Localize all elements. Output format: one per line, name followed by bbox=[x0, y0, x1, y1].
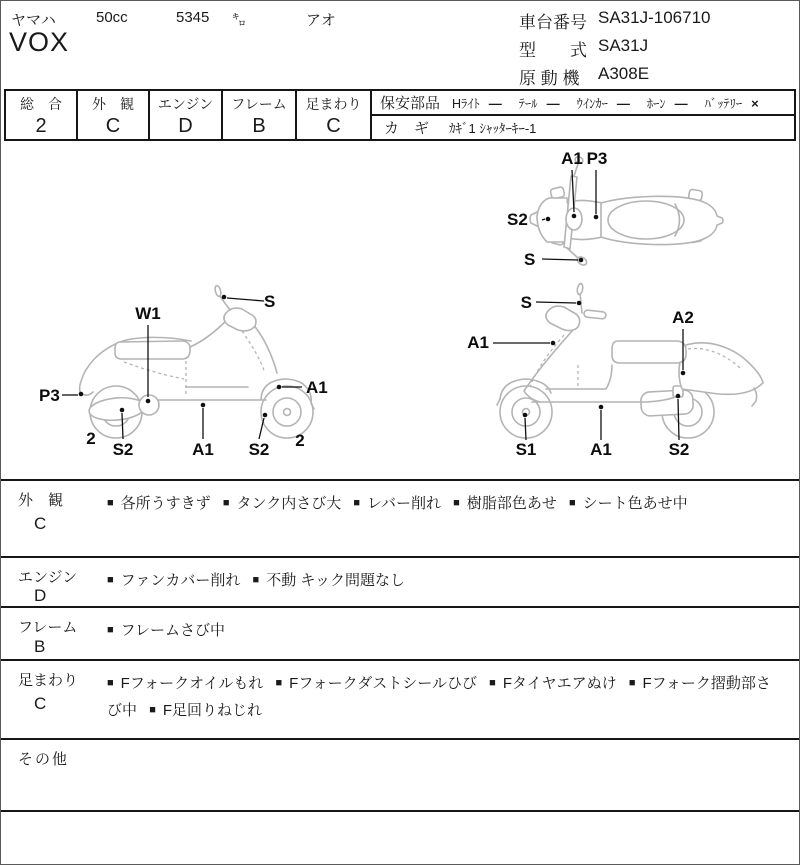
condition-item: フレームさび中 bbox=[120, 622, 226, 639]
bullet-icon: ■ bbox=[453, 497, 460, 509]
tread-depth-front: 2 bbox=[295, 431, 305, 450]
safety-parts-label: 保安部品 bbox=[380, 95, 441, 112]
condition-item: F足回りねじれ bbox=[162, 702, 263, 719]
damage-label-s2-front: S2 bbox=[248, 440, 270, 459]
maker-name: ヤマハ bbox=[11, 12, 56, 29]
damage-label-s: S bbox=[264, 292, 276, 311]
safety-item-battery bbox=[705, 94, 759, 112]
grade-value: C bbox=[105, 115, 121, 137]
grade-cell-exterior bbox=[76, 91, 148, 139]
shield-to-floor bbox=[524, 391, 540, 402]
marker-dot bbox=[146, 399, 151, 404]
section-grade: D bbox=[34, 586, 47, 605]
safety-item-status: — bbox=[488, 95, 502, 111]
condition-item: レバー削れ bbox=[367, 495, 441, 512]
body-line-bottom bbox=[567, 237, 603, 240]
marker-dot bbox=[676, 394, 681, 399]
section-label: その他 bbox=[18, 751, 70, 768]
marker-dot bbox=[579, 258, 584, 263]
safety-item-winker bbox=[577, 94, 630, 112]
safety-item-status: — bbox=[674, 95, 688, 111]
front-wheel-rim bbox=[512, 398, 540, 426]
displacement: 50cc bbox=[96, 9, 128, 26]
condition-item: 各所うすきず bbox=[120, 495, 211, 512]
section-exterior bbox=[1, 479, 799, 556]
grade-label: 総 合 bbox=[20, 96, 62, 112]
marker-dot bbox=[551, 341, 556, 346]
marker-dot bbox=[572, 214, 577, 219]
model-name: VOX bbox=[9, 27, 70, 57]
damage-label-s2-rear: S2 bbox=[112, 440, 134, 459]
damage-label-s1: S1 bbox=[515, 440, 537, 459]
condition-item: Fフォークオイルもれ bbox=[120, 675, 264, 692]
safety-item-name: Hﾗｲﾄ bbox=[452, 96, 480, 111]
grade-value: B bbox=[252, 115, 266, 137]
grade-value: C bbox=[326, 115, 341, 137]
damage-label-a1-floor: A1 bbox=[192, 440, 214, 459]
grade-cell-undercarriage bbox=[295, 91, 370, 139]
bullet-icon: ■ bbox=[107, 497, 114, 509]
marker-dot bbox=[599, 405, 604, 410]
marker-dot bbox=[681, 371, 686, 376]
damage-label-s2: S2 bbox=[668, 440, 690, 459]
key-row bbox=[372, 116, 794, 139]
damage-label-s: S bbox=[520, 293, 532, 312]
bullet-icon: ■ bbox=[489, 677, 496, 689]
bullet-icon: ■ bbox=[149, 704, 156, 716]
safety-item-name: ﾎｰﾝ bbox=[646, 96, 666, 111]
section-frame bbox=[1, 606, 799, 659]
grade-table bbox=[4, 89, 796, 141]
grade-label: フレーム bbox=[231, 96, 287, 112]
key-value: ｶｷﾞ1 ｼｬｯﾀｰｷｰ-1 bbox=[449, 121, 537, 136]
marker-dot bbox=[120, 408, 125, 413]
section-undercarriage bbox=[1, 659, 799, 738]
frame-no-label: 車台番号 bbox=[519, 13, 587, 32]
section-label: エンジン bbox=[18, 569, 78, 586]
front-cowl bbox=[537, 198, 569, 242]
leader-line bbox=[259, 418, 264, 439]
headlight-unit bbox=[546, 306, 580, 331]
bullet-icon: ■ bbox=[628, 677, 636, 689]
seat bbox=[115, 341, 190, 359]
scooter-left-view-diagram bbox=[36, 279, 336, 469]
section-items bbox=[107, 617, 785, 644]
section-items bbox=[107, 567, 785, 594]
bullet-icon: ■ bbox=[353, 497, 361, 509]
grade-value: D bbox=[178, 115, 193, 137]
mirror-stalk bbox=[567, 248, 578, 258]
damage-label-a1: A1 bbox=[561, 149, 583, 168]
footer-empty-row bbox=[1, 810, 799, 864]
condition-item: 不動 キック問題なし bbox=[266, 572, 406, 589]
mirror bbox=[576, 283, 583, 295]
body-tunnel-top bbox=[190, 319, 228, 347]
engine-label: 原 動 機 bbox=[519, 69, 580, 88]
seat-top bbox=[608, 201, 684, 239]
seat bbox=[612, 341, 686, 363]
section-label: 外 観 bbox=[18, 492, 64, 509]
front-fender-tip bbox=[530, 212, 537, 226]
section-grade: B bbox=[34, 637, 46, 656]
damage-label-a1-floor: A1 bbox=[590, 440, 612, 459]
body-color: アオ bbox=[306, 12, 336, 29]
damage-label-a2: A2 bbox=[672, 308, 694, 327]
safety-item-name: ﾃｰﾙ bbox=[518, 96, 538, 111]
damage-label-w1: W1 bbox=[135, 304, 161, 323]
panel-seam bbox=[124, 362, 184, 379]
marker-dot bbox=[79, 392, 84, 397]
damage-label-s2: S2 bbox=[507, 210, 528, 229]
condition-item: タンク内さび大 bbox=[236, 495, 342, 512]
grade-label: エンジン bbox=[157, 96, 214, 112]
bullet-icon: ■ bbox=[275, 677, 283, 689]
front-fender-tip bbox=[497, 399, 500, 405]
marker-dot bbox=[201, 403, 206, 408]
section-grade: C bbox=[34, 694, 47, 713]
marker-dot bbox=[222, 295, 227, 300]
bullet-icon: ■ bbox=[107, 624, 114, 636]
section-other bbox=[1, 738, 799, 810]
grade-label: 足まわり bbox=[305, 96, 362, 112]
scooter-top-view-diagram bbox=[479, 146, 759, 281]
muffler bbox=[88, 396, 146, 423]
mileage-value: 5345 bbox=[176, 9, 210, 26]
key-label: カ ギ bbox=[384, 120, 430, 137]
front-wheel-rim bbox=[273, 398, 301, 426]
model-code-label: 型 式 bbox=[519, 41, 587, 60]
engine-code-value: A308E bbox=[598, 64, 650, 83]
leader-line bbox=[227, 298, 264, 301]
safety-parts-cell bbox=[370, 91, 794, 139]
rear-cover bbox=[679, 343, 763, 394]
leader-line bbox=[525, 418, 526, 440]
floorboard bbox=[546, 365, 612, 389]
muffler bbox=[640, 390, 693, 417]
damage-label-p3: P3 bbox=[39, 386, 60, 405]
mirror bbox=[214, 285, 222, 297]
safety-item-status: × bbox=[751, 95, 759, 111]
section-items bbox=[107, 670, 785, 724]
condition-item: Fタイヤエアぬけ bbox=[502, 675, 617, 692]
bullet-icon: ■ bbox=[252, 574, 260, 586]
safety-item-status: — bbox=[616, 95, 630, 111]
damage-label-p3: P3 bbox=[586, 149, 608, 168]
marker-dot bbox=[594, 215, 599, 220]
section-label: 足まわり bbox=[18, 672, 79, 689]
safety-item-horn bbox=[647, 94, 688, 112]
front-hub bbox=[284, 409, 291, 416]
grade-cell-engine bbox=[148, 91, 221, 139]
section-items bbox=[107, 490, 785, 517]
bullet-icon: ■ bbox=[107, 677, 114, 689]
model-code-value: SA31J bbox=[598, 36, 649, 55]
section-engine bbox=[1, 556, 799, 606]
mileage-unit: ㌔ bbox=[232, 12, 246, 28]
bullet-icon: ■ bbox=[222, 497, 230, 509]
bullet-icon: ■ bbox=[569, 497, 576, 509]
safety-item-headlight bbox=[452, 94, 502, 112]
frame-no-value: SA31J-106710 bbox=[598, 8, 711, 27]
condition-item: ファンカバー削れ bbox=[120, 572, 241, 589]
section-grade: C bbox=[34, 514, 47, 533]
leader-line bbox=[536, 302, 576, 303]
safety-item-name: ｳｲﾝｶｰ bbox=[576, 96, 608, 111]
scooter-right-view-diagram bbox=[436, 279, 766, 469]
headlight-unit bbox=[224, 308, 256, 331]
leader-line bbox=[542, 259, 578, 260]
front-shield-edge bbox=[252, 323, 277, 373]
marker-dot bbox=[546, 217, 551, 222]
bullet-icon: ■ bbox=[107, 574, 114, 586]
section-label: フレーム bbox=[18, 619, 78, 636]
safety-item-status: — bbox=[546, 95, 560, 111]
marker-dot bbox=[263, 413, 268, 418]
marker-dot bbox=[577, 301, 582, 306]
condition-item: Fフォーク摺動部さび中 bbox=[107, 675, 771, 719]
safety-items bbox=[452, 94, 759, 112]
grade-cell-overall bbox=[6, 91, 76, 139]
damage-label-s: S bbox=[524, 250, 536, 269]
condition-item: シート色あせ中 bbox=[582, 495, 688, 512]
marker-dot bbox=[523, 413, 528, 418]
grade-label: 外 観 bbox=[92, 96, 134, 112]
safety-item-tail bbox=[519, 94, 560, 112]
handlebar-grip bbox=[584, 310, 607, 319]
safety-parts-row bbox=[372, 91, 794, 116]
grade-value: 2 bbox=[35, 115, 47, 137]
safety-item-name: ﾊﾞｯﾃﾘｰ bbox=[704, 96, 743, 111]
condition-item: 樹脂部色あせ bbox=[466, 495, 557, 512]
condition-item: Fフォークダストシールひび bbox=[289, 675, 477, 692]
tread-depth-rear: 2 bbox=[86, 429, 96, 448]
marker-dot bbox=[277, 385, 282, 390]
fan-cover bbox=[139, 395, 159, 415]
damage-label-a1-fender: A1 bbox=[306, 378, 328, 397]
damage-label-a1-shield: A1 bbox=[467, 333, 489, 352]
grade-cell-frame bbox=[221, 91, 295, 139]
